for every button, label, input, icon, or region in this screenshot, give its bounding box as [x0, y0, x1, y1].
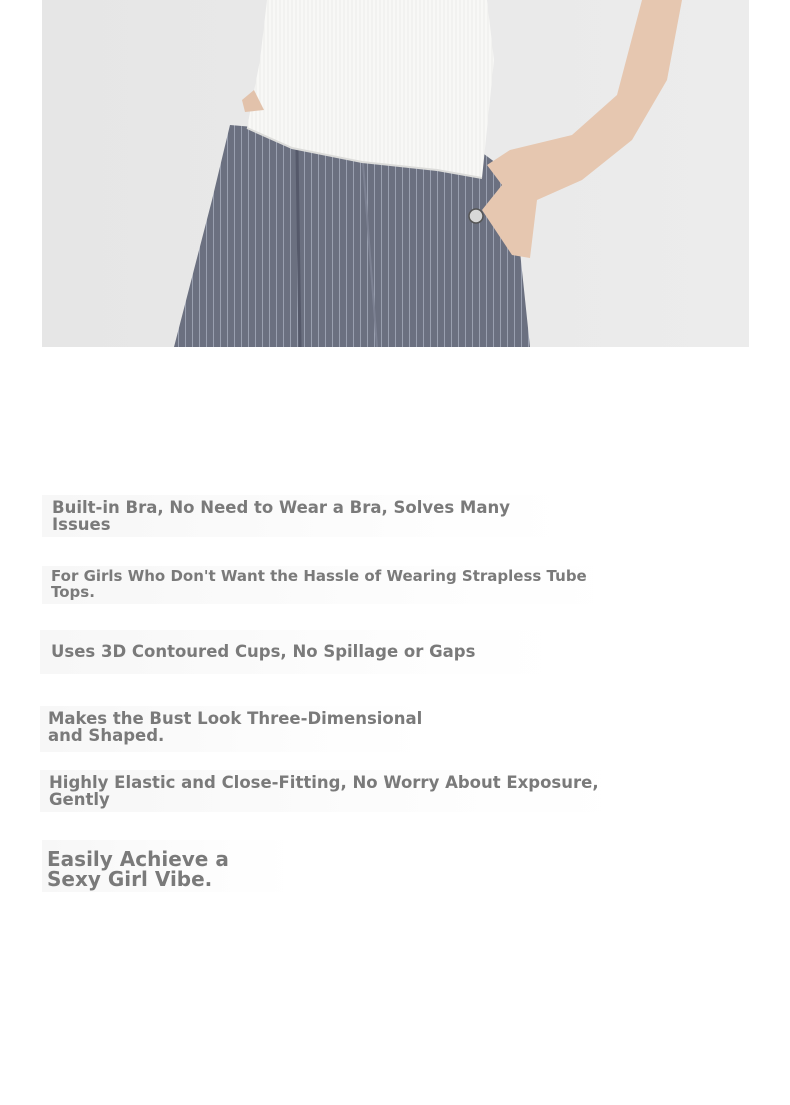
- feature-line-2: For Girls Who Don't Want the Hassle of Wearing Strapless Tube Tops.: [42, 566, 622, 604]
- ring-shape: [469, 209, 483, 223]
- product-photo: [42, 0, 749, 347]
- feature-line-6: Easily Achieve a Sexy Girl Vibe.: [42, 840, 296, 892]
- feature-line-4: Makes the Bust Look Three-Dimensional and Shaped.: [40, 706, 430, 752]
- product-photo-illustration: [42, 0, 749, 347]
- feature-line-3: Uses 3D Contoured Cups, No Spillage or Gaps: [40, 630, 564, 674]
- feature-line-5: Highly Elastic and Close-Fitting, No Worry About Exposure, Gently: [40, 770, 630, 812]
- feature-line-1: Built-in Bra, No Need to Wear a Bra, Solves Many Issues: [42, 495, 574, 537]
